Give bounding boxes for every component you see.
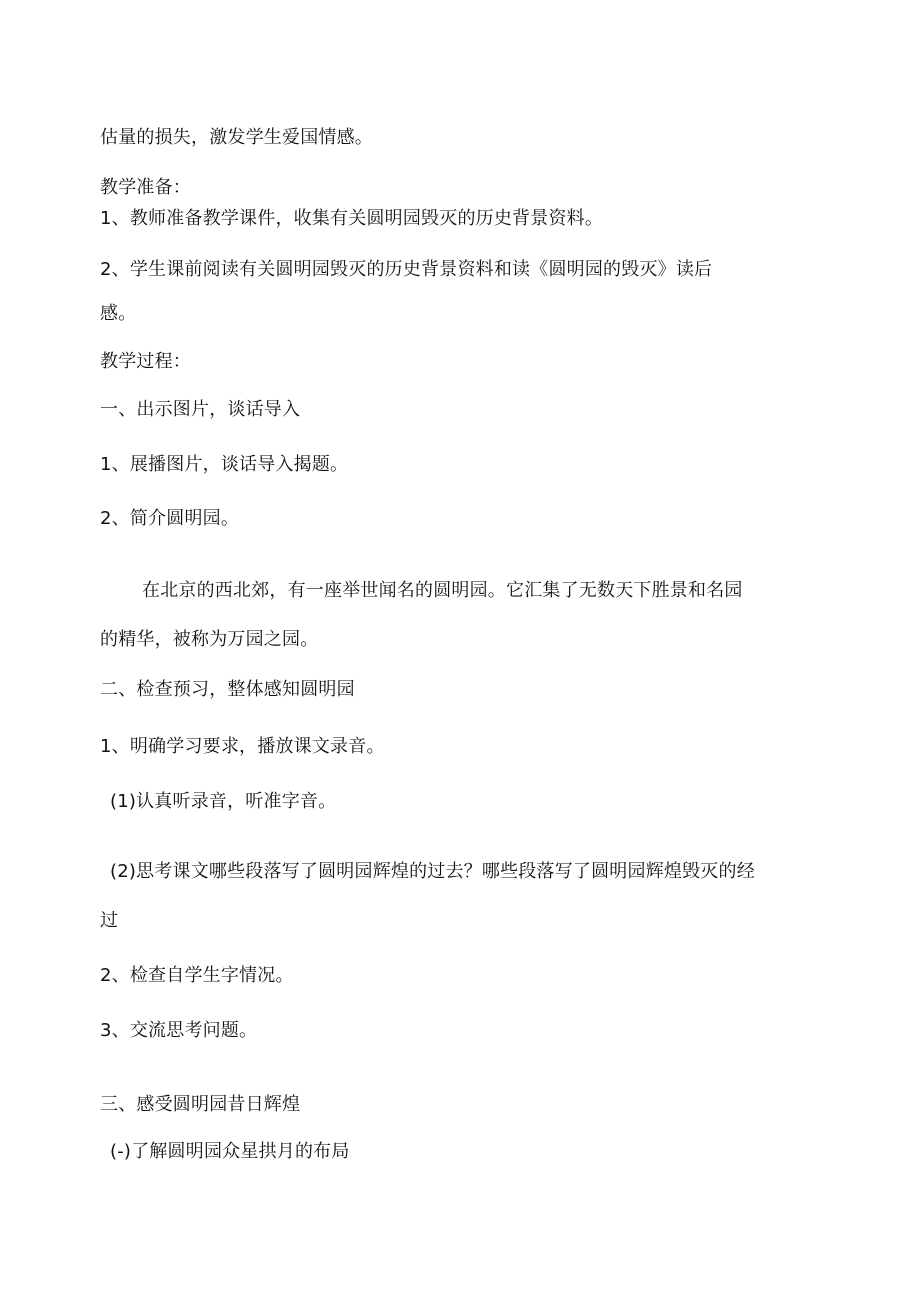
text-line: 的精华，被称为万园之园。 — [100, 629, 319, 650]
text-line: 3、交流思考问题。 — [100, 1020, 258, 1041]
text-line: 1、展播图片，谈话导入揭题。 — [100, 454, 349, 475]
section-heading: 教学过程： — [100, 351, 191, 372]
text-line: (2)思考课文哪些段落写了圆明园辉煌的过去？哪些段落写了圆明园辉煌毁灭的经 — [110, 861, 755, 882]
text-line: 2、学生课前阅读有关圆明园毁灭的历史背景资料和读《圆明园的毁灭》读后 — [100, 259, 713, 280]
text-line: 在北京的西北郊，有一座举世闻名的圆明园。它汇集了无数天下胜景和名园 — [142, 580, 743, 601]
section-heading: 三、感受圆明园昔日辉煌 — [100, 1094, 301, 1115]
section-heading: 一、出示图片，谈话导入 — [100, 399, 301, 420]
section-heading: 二、检查预习，整体感知圆明园 — [100, 679, 355, 700]
text-line: 1、明确学习要求，播放课文录音。 — [100, 736, 385, 757]
text-line: 1、教师准备教学课件，收集有关圆明园毁灭的历史背景资料。 — [100, 208, 604, 229]
text-line: 估量的损失，激发学生爱国情感。 — [100, 127, 373, 148]
text-line: 2、检查自学生字情况。 — [100, 965, 294, 986]
text-line: (-)了解圆明园众星拱月的布局 — [110, 1141, 350, 1162]
text-line: 感。 — [100, 303, 137, 324]
text-line: (1)认真听录音，听准字音。 — [110, 791, 337, 812]
text-line: 过 — [100, 910, 119, 931]
text-line: 2、简介圆明园。 — [100, 508, 240, 529]
section-heading: 教学准备： — [100, 177, 191, 198]
